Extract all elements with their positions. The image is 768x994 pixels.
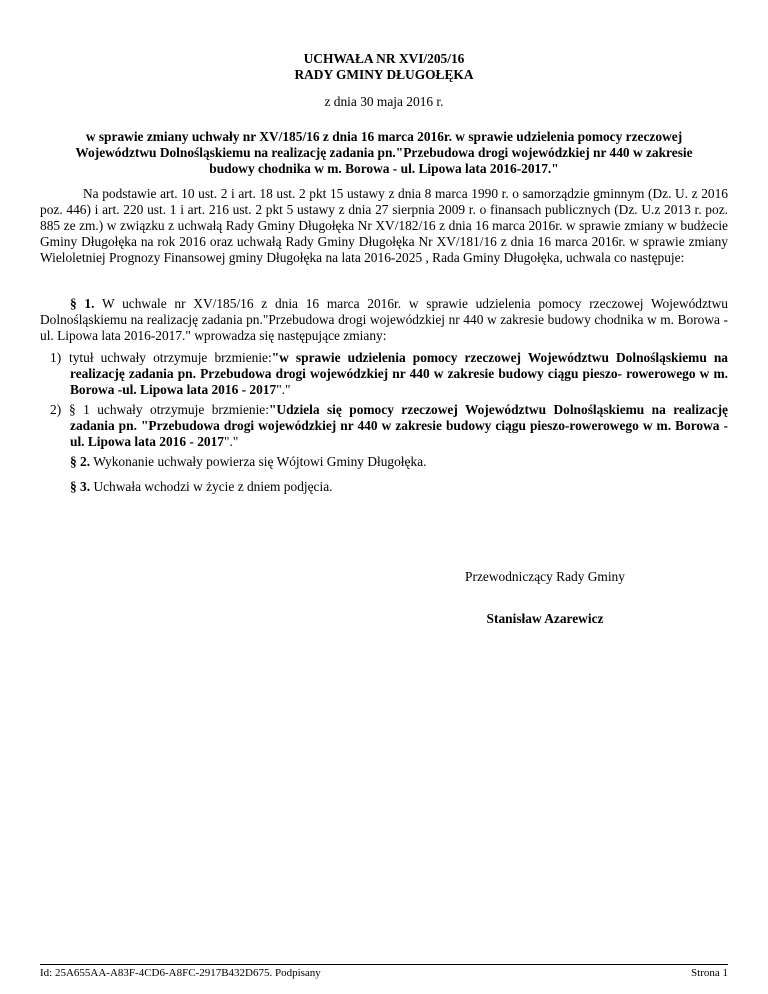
list-item-body: [70, 402, 728, 450]
preamble-text: Na podstawie art. 10 ust. 2 i art. 18 ust. 2 pkt 15 ustawy z dnia 8 marca 1990 r. o samorządzie gminnym (Dz. U. z 2016 poz. 446) i art. 220 ust. 1 i art. 216 ust. 2 pkt 5 ustawy z dnia 27 sierpnia 2009 r. o finansach publicznych (Dz. U.z 2013 r. poz. 885 ze zm.) w związku z uchwałą Rady Gminy Długołęka Nr XV/182/16 z dnia 16 marca 2016r. w sprawie zmiany w budżecie Gminy Długołęka na rok 2016 oraz uchwałą Rady Gminy Długołęka Nr XV/181/16 z dnia 16 marca 2016r. w sprawie zmiany Wieloletniej Prognozy Finansowej gminy Długołęka na lata 2016-2025 , Rada Gminy Długołęka, uchwala co następuje:: [40, 186, 728, 265]
subject-line-2: Województwu Dolnośląskiemu na realizację zadania pn."Przebudowa drogi wojewódzkiej nr 440 w zakresie: [75, 145, 693, 160]
list-item-number: 1): [50, 350, 62, 365]
paragraph-2-mark: § 2.: [70, 454, 91, 469]
list-item-bold-text: "w sprawie udzielenia pomocy rzeczowej Województwu Dolnośląskiemu na realizację zadania pn. Przebudowa drogi wojewódzkiej nr 440 w zakresie budowy ciągu pieszo- rowerowego w m. Borowa -ul. Lipowa lata 2016 - 2017: [70, 350, 728, 397]
signatory-name: Stanisław Azarewicz: [486, 611, 604, 626]
list-item-lead: tytuł uchwały otrzymuje brzmienie:: [69, 350, 272, 365]
list-item: [50, 402, 728, 450]
paragraph-1-text: W uchwale nr XV/185/16 z dnia 16 marca 2016r. w sprawie udzielenia pomocy rzeczowej Województwu Dolnośląskiemu na realizację zadania pn."Przebudowa drogi wojewódzkiej nr 440 w zakresie budowy chodnika w m. Borowa - ul. Lipowa lata 2016-2017." wprowadza się następujące zmiany:: [40, 296, 728, 343]
footer-divider: [40, 964, 728, 965]
paragraph-2-text: Wykonanie uchwały powierza się Wójtowi Gminy Długołęka.: [90, 454, 427, 469]
footer-page-number: Strona 1: [691, 967, 728, 979]
paragraph-1: [40, 296, 728, 344]
title-line-2: RADY GMINY DŁUGOŁĘKA: [294, 67, 474, 82]
list-item-lead: § 1 uchwały otrzymuje brzmienie:: [69, 402, 269, 417]
paragraph-2: [70, 454, 758, 470]
subject-line-1: w sprawie zmiany uchwały nr XV/185/16 z dnia 16 marca 2016r. w sprawie udzielenia pomocy rzeczowej: [85, 129, 683, 144]
paragraph-3-text: Uchwała wchodzi w życie z dniem podjęcia.: [90, 479, 333, 494]
footer-document-id: Id: 25A655AA-A83F-4CD6-A8FC-2917B432D675. Podpisany: [40, 967, 321, 979]
list-item-tail: ".": [276, 382, 291, 397]
paragraph-3-mark: § 3.: [70, 479, 91, 494]
list-item-bold-text: "Udziela się pomocy rzeczowej Województwu Dolnośląskiemu na realizację zadania pn. "Przebudowa drogi wojewódzkiej nr 440 w zakresie budowy ciągu pieszo-rowerowego w m. Borowa -ul. Lipowa lata 2016 - 2017: [70, 402, 728, 449]
paragraph-3: [70, 479, 758, 495]
resolution-date: z dnia 30 maja 2016 r.: [324, 94, 444, 109]
list-item-number: 2): [50, 402, 62, 417]
subject-line-3: budowy chodnika w m. Borowa - ul. Lipowa lata 2016-2017.": [209, 161, 559, 176]
list-item-tail: ".": [224, 434, 239, 449]
list-item-body: [70, 350, 728, 398]
title-line-1: UCHWAŁA NR XVI/205/16: [303, 51, 465, 66]
resolution-subject: [40, 129, 728, 177]
list-item: [50, 350, 728, 398]
paragraph-1-mark: § 1.: [70, 296, 95, 311]
resolution-title: [40, 51, 728, 83]
signatory-title: Przewodniczący Rady Gminy: [465, 569, 625, 584]
